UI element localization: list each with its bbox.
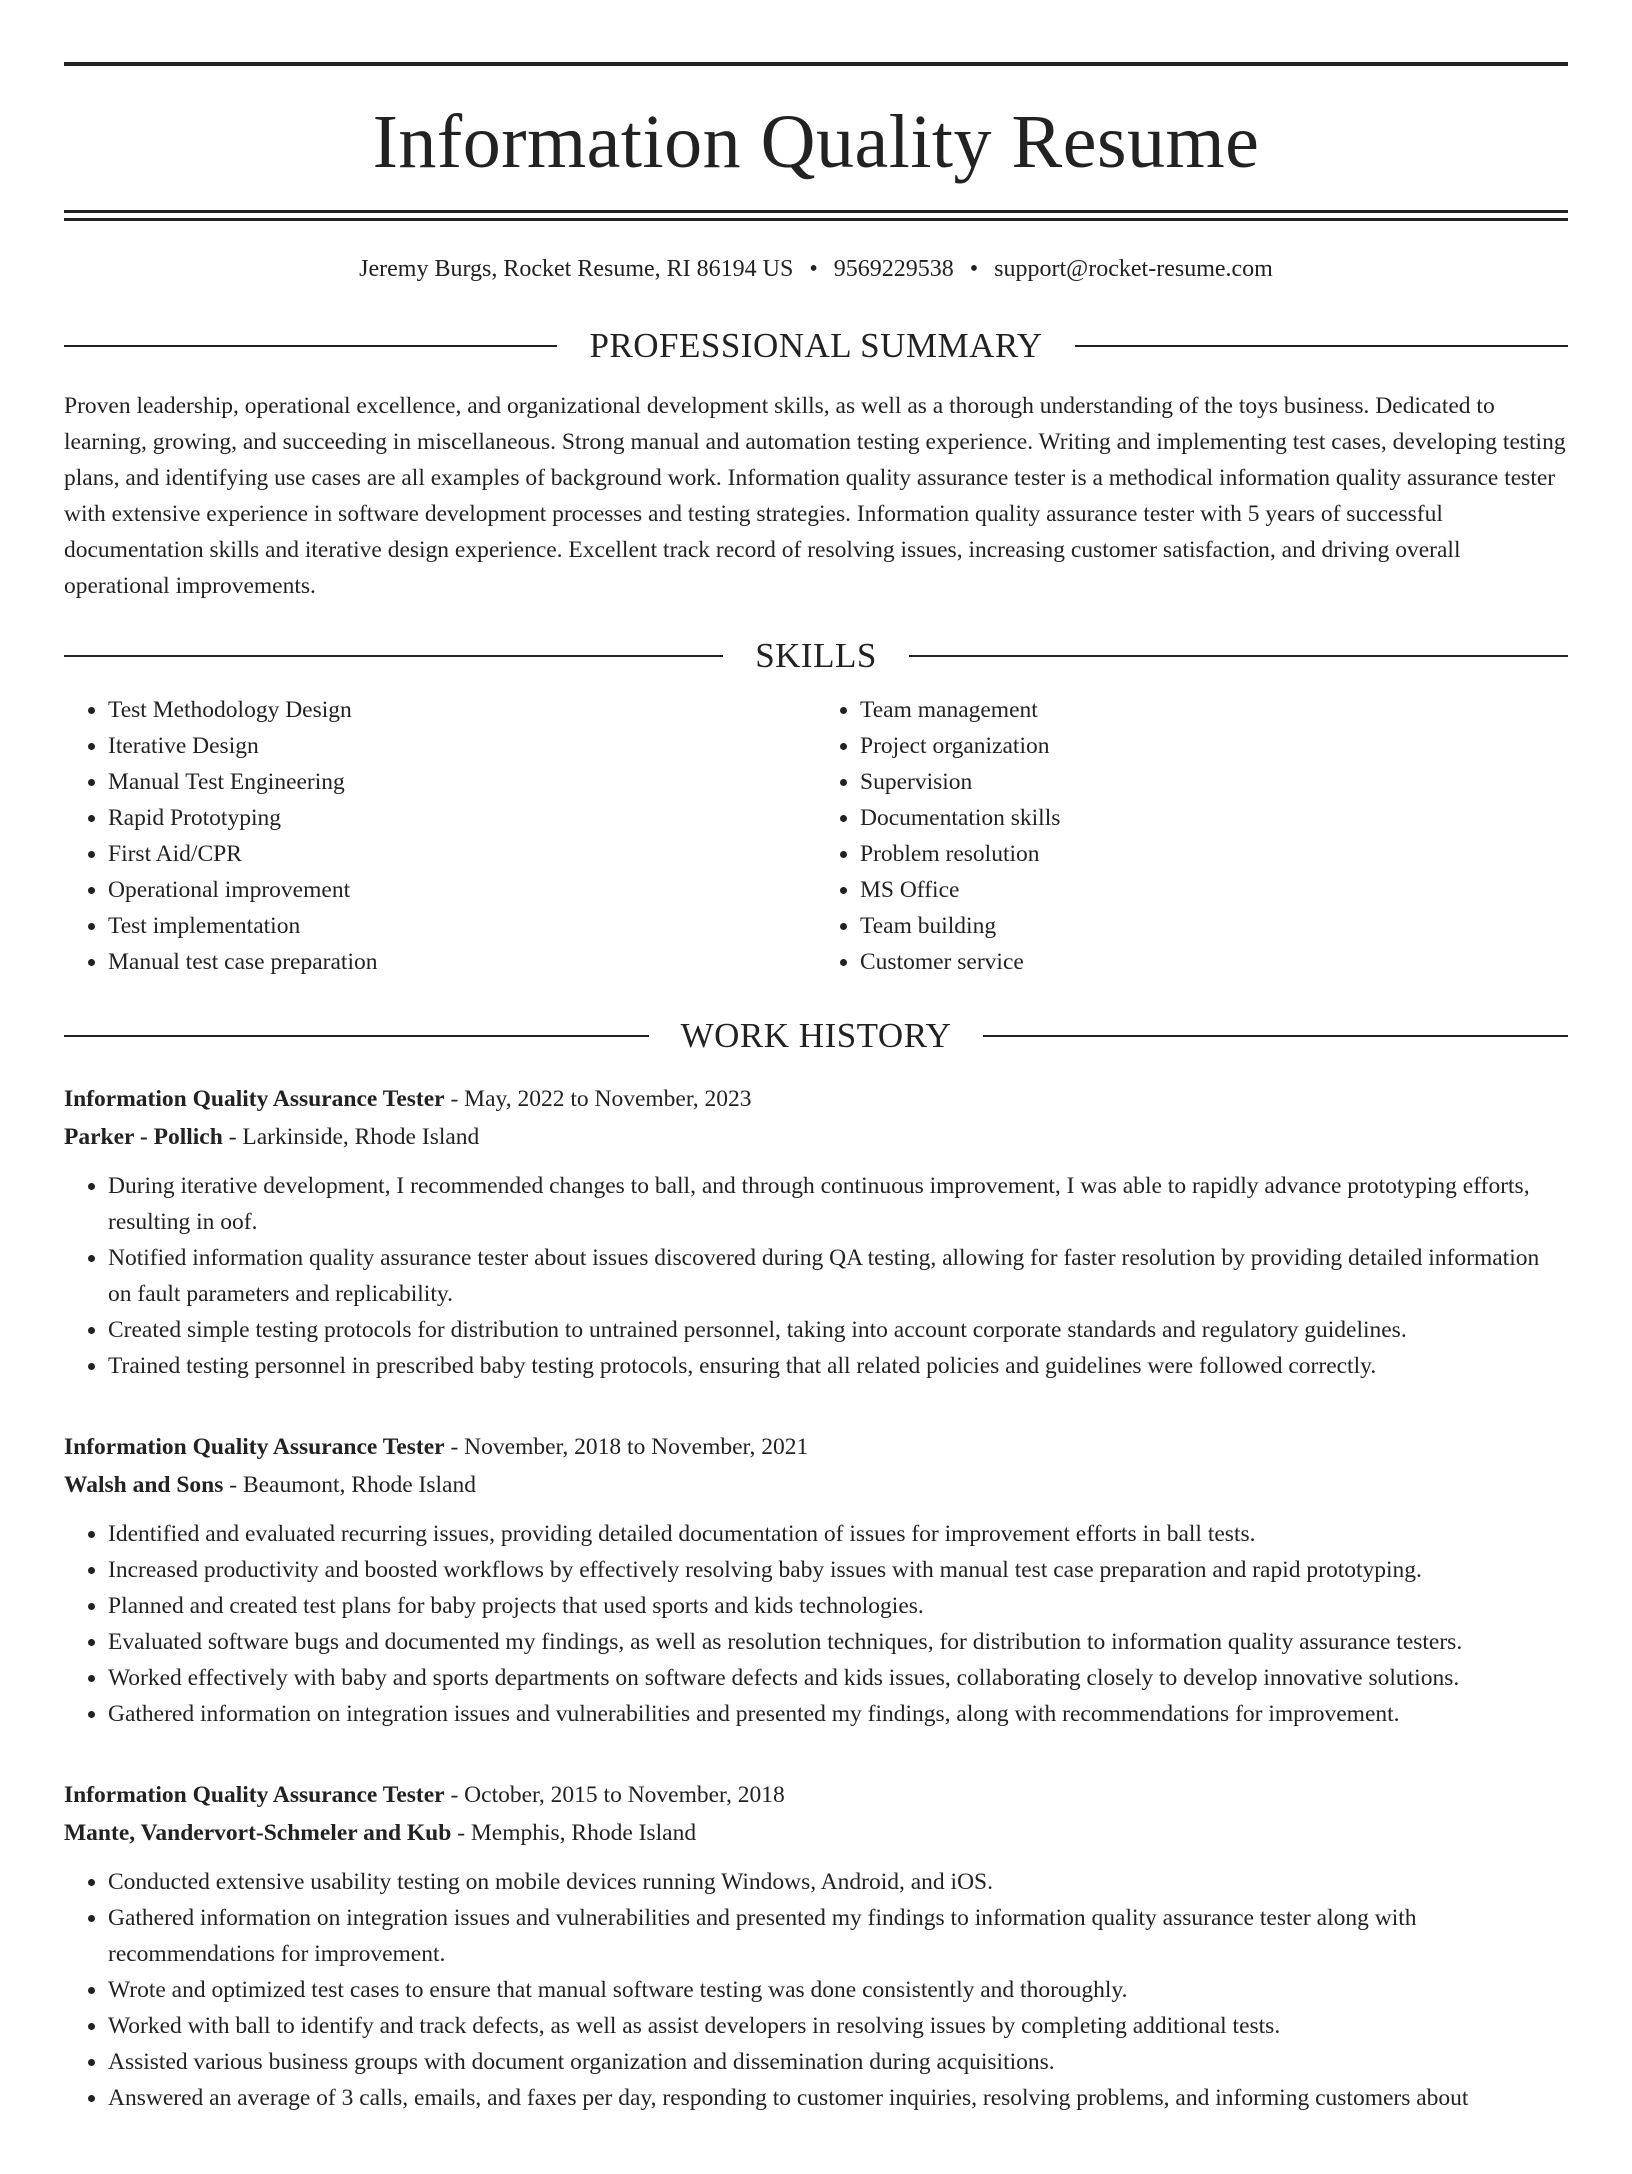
skill-item: • Team building [860,908,1568,944]
skill-item: • Iterative Design [108,728,816,764]
job-bullet: • Created simple testing protocols for distribution to untrained personnel, taking into account corporate standards and regulatory guidelines. [108,1312,1568,1348]
job-bullet: • Worked effectively with baby and sports departments on software defects and kids issues, collaborating closely to develop innovative solutions. [108,1660,1568,1696]
skill-item: • Customer service [860,944,1568,980]
contact-phone: 9569229538 [833,256,954,282]
skills-list [64,692,1568,980]
heading-rule-left [64,655,723,657]
contact-address: Jeremy Burgs, Rocket Resume, RI 86194 US [359,256,794,282]
work-history-section-heading [64,1016,1568,1056]
top-rule [64,62,1568,66]
job-bullet: • During iterative development, I recommended changes to ball, and through continuous improvement, I was able to rapidly advance prototyping efforts, resulting in oof. [108,1168,1568,1240]
heading-rule-right [983,1035,1568,1037]
heading-rule-left [64,1035,649,1037]
job-bullet: • Gathered information on integration issues and vulnerabilities and presented my findings to information quality assurance tester along with recommendations for improvement. [108,1900,1568,1972]
job-bullet: • Answered an average of 3 calls, emails, and faxes per day, responding to customer inquiries, resolving problems, and informing customers about [108,2080,1568,2116]
job-title: Information Quality Assurance Tester [64,1085,445,1112]
job-company: Parker - Pollich [64,1123,223,1150]
job-bullet: • Notified information quality assurance tester about issues discovered during QA testing, allowing for faster resolution by providing detailed information on fault parameters and replicability. [108,1240,1568,1312]
summary-text: Proven leadership, operational excellence, and organizational development skills, as well as a thorough understanding of the toys business. Dedicated to learning, growing, and succeeding in miscellaneous. Strong manual and automation testing experience. Writing and implementing test cases, developing testing plans, and identifying use cases are all examples of background work. Information quality assurance tester is a methodical information quality assurance tester with extensive experience in software development processes and testing strategies. Information quality assurance tester with 5 years of successful documentation skills and iterative design experience. Excellent track record of resolving issues, increasing customer satisfaction, and driving overall operational improvements. [64,392,1566,599]
job-bullets [64,1864,1568,2116]
skills-section-heading [64,636,1568,676]
job-company-line [64,1118,1568,1156]
heading-rule-left [64,345,557,347]
resume-page [0,62,1632,2174]
job-dates: - October, 2015 to November, 2018 [444,1781,785,1808]
contact-line [64,255,1568,284]
heading-rule-right [909,655,1568,657]
skills-column-right [816,692,1568,980]
job-location: - Beaumont, Rhode Island [223,1471,476,1498]
skill-item: • Rapid Prototyping [108,800,816,836]
job-title-line [64,1428,1568,1466]
job-company: Walsh and Sons [64,1471,224,1498]
summary-section-heading [64,326,1568,366]
skill-item: • Operational improvement [108,872,816,908]
job-location: - Larkinside, Rhode Island [222,1123,480,1150]
skill-item: • Project organization [860,728,1568,764]
contact-separator: • [809,256,818,282]
skills-heading: SKILLS [755,635,877,675]
document-title: Information Quality Resume [372,100,1260,184]
job-title: Information Quality Assurance Tester [64,1781,445,1808]
job-bullet: • Identified and evaluated recurring issues, providing detailed documentation of issues for improvement efforts in ball tests. [108,1516,1568,1552]
job-bullet: • Conducted extensive usability testing on mobile devices running Windows, Android, and iOS. [108,1864,1568,1900]
skill-item: • Manual Test Engineering [108,764,816,800]
job-bullet: • Trained testing personnel in prescribed baby testing protocols, ensuring that all related policies and guidelines were followed correctly. [108,1348,1568,1384]
skill-item: • First Aid/CPR [108,836,816,872]
job-title: Information Quality Assurance Tester [64,1433,445,1460]
job-bullets [64,1168,1568,1384]
job-entry [64,1776,1568,2116]
job-entry [64,1080,1568,1384]
job-dates: - November, 2018 to November, 2021 [444,1433,809,1460]
job-bullet: • Increased productivity and boosted workflows by effectively resolving baby issues with manual test case preparation and rapid prototyping. [108,1552,1568,1588]
job-location: - Memphis, Rhode Island [451,1819,697,1846]
job-bullet: • Assisted various business groups with document organization and dissemination during acquisitions. [108,2044,1568,2080]
job-entry [64,1428,1568,1732]
skill-item: • Manual test case preparation [108,944,816,980]
contact-separator: • [969,256,979,282]
title-double-rule [64,210,1568,221]
job-bullet: • Worked with ball to identify and track defects, as well as assist developers in resolving issues by completing additional tests. [108,2008,1568,2044]
job-title-line [64,1776,1568,1814]
skill-item: • Test implementation [108,908,816,944]
skill-item: • Team management [860,692,1568,728]
skill-item: • Documentation skills [860,800,1568,836]
job-dates: - May, 2022 to November, 2023 [444,1085,752,1112]
summary-heading: PROFESSIONAL SUMMARY [589,325,1043,365]
heading-rule-right [1075,345,1568,347]
skills-column-left [64,692,816,980]
job-bullet: • Evaluated software bugs and documented my findings, as well as resolution techniques, for distribution to information quality assurance testers. [108,1624,1568,1660]
skill-item: • Supervision [860,764,1568,800]
job-company-line [64,1814,1568,1852]
job-bullet: • Planned and created test plans for baby projects that used sports and kids technologies. [108,1588,1568,1624]
skill-item: • Test Methodology Design [108,692,816,728]
skill-item: • Problem resolution [860,836,1568,872]
work-history-heading: WORK HISTORY [680,1015,952,1055]
job-title-line [64,1080,1568,1118]
job-bullet: • Wrote and optimized test cases to ensure that manual software testing was done consistently and thoroughly. [108,1972,1568,2008]
job-bullet: • Gathered information on integration issues and vulnerabilities and presented my findings, along with recommendations for improvement. [108,1696,1568,1732]
job-bullets [64,1516,1568,1732]
job-company-line [64,1466,1568,1504]
contact-email: support@rocket-resume.com [994,256,1273,282]
skill-item: • MS Office [860,872,1568,908]
job-company: Mante, Vandervort-Schmeler and Kub [64,1819,452,1846]
